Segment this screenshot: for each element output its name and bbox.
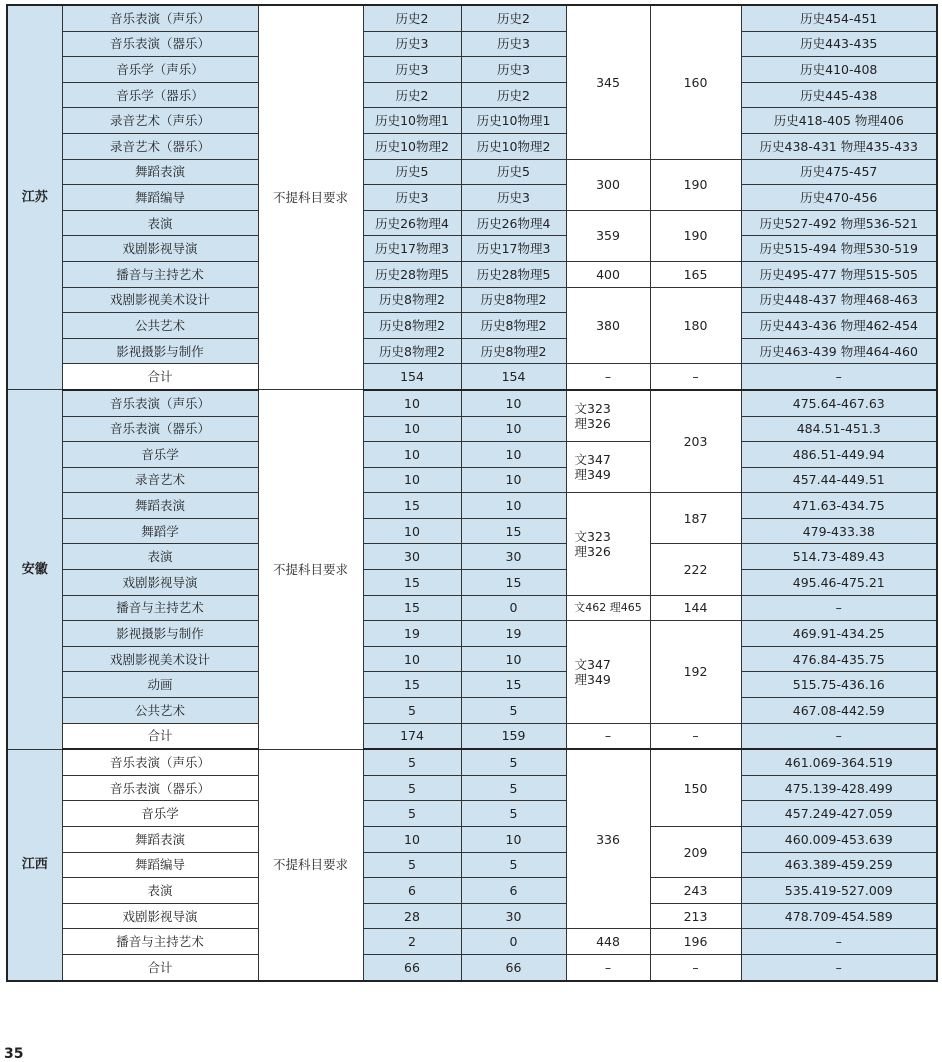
total-row [7,954,937,980]
major-cell: 影视摄影与制作 [62,621,258,647]
major-cell: 合计 [62,723,258,749]
plan-cell: 6 [363,878,461,904]
major-line-cell: 190 [650,210,741,261]
admitted-cell: 历史5 [461,159,566,185]
admitted-cell: 历史3 [461,57,566,83]
major-cell: 播音与主持艺术 [62,929,258,955]
score-range-cell: 历史470-456 [741,185,937,211]
table-row [7,31,937,57]
admitted-cell: 30 [461,903,566,929]
admitted-cell: 10 [461,646,566,672]
plan-cell: 5 [363,775,461,801]
score-range-cell: 历史527-492 物理536-521 [741,210,937,236]
score-range-cell: 历史475-457 [741,159,937,185]
admitted-cell: 历史8物理2 [461,313,566,339]
score-range-cell: 476.84-435.75 [741,646,937,672]
score-range-cell: 471.63-434.75 [741,493,937,519]
plan-cell: 28 [363,903,461,929]
culture-line-cell: 336 [566,749,650,929]
score-range-cell: 历史515-494 物理530-519 [741,236,937,262]
major-cell: 音乐表演（声乐） [62,390,258,416]
major-cell: 音乐表演（器乐） [62,775,258,801]
plan-cell: 历史17物理3 [363,236,461,262]
culture-line-cell: 文462 理465 [566,595,650,621]
table-row [7,672,937,698]
plan-cell: 154 [363,364,461,390]
admitted-cell: 15 [461,672,566,698]
score-range-cell: 467.08-442.59 [741,698,937,724]
table-row [7,493,937,519]
plan-cell: 历史10物理2 [363,133,461,159]
admitted-cell: 历史10物理1 [461,108,566,134]
table-row [7,570,937,596]
plan-cell: 30 [363,544,461,570]
total-row [7,364,937,390]
table-row [7,749,937,775]
table-row [7,621,937,647]
admission-table [6,4,938,982]
table-row [7,416,937,442]
table-row [7,544,937,570]
admitted-cell: 5 [461,749,566,775]
province-cell: 安徽 [7,390,62,749]
admitted-cell: 0 [461,929,566,955]
table-row [7,801,937,827]
subject-requirement-cell: 不提科目要求 [258,5,363,390]
major-cell: 戏剧影视美术设计 [62,287,258,313]
table-row [7,159,937,185]
province-cell: 江苏 [7,5,62,390]
admitted-cell: 10 [461,493,566,519]
score-range-cell: 历史448-437 物理468-463 [741,287,937,313]
table-row [7,775,937,801]
major-line-cell: 180 [650,287,741,364]
admitted-cell: 历史28物理5 [461,261,566,287]
plan-cell: 历史8物理2 [363,287,461,313]
table-row [7,595,937,621]
culture-line-cell: 300 [566,159,650,210]
major-cell: 公共艺术 [62,698,258,724]
score-range-cell: – [741,954,937,980]
plan-cell: 5 [363,749,461,775]
plan-cell: 历史2 [363,5,461,31]
major-cell: 音乐学 [62,442,258,468]
score-range-cell: – [741,929,937,955]
major-cell: 音乐表演（器乐） [62,416,258,442]
score-range-cell: 475.139-428.499 [741,775,937,801]
score-range-cell: 历史418-405 物理406 [741,108,937,134]
subject-requirement-cell: 不提科目要求 [258,390,363,749]
table-row [7,518,937,544]
major-cell: 音乐表演（器乐） [62,31,258,57]
plan-cell: 10 [363,646,461,672]
major-cell: 戏剧影视导演 [62,236,258,262]
admitted-cell: 历史26物理4 [461,210,566,236]
plan-cell: 历史3 [363,57,461,83]
plan-cell: 历史2 [363,82,461,108]
table-row [7,57,937,83]
major-cell: 播音与主持艺术 [62,261,258,287]
score-range-cell: 历史438-431 物理435-433 [741,133,937,159]
major-cell: 合计 [62,954,258,980]
admitted-cell: 5 [461,775,566,801]
table-row [7,82,937,108]
major-line-cell: 165 [650,261,741,287]
admitted-cell: 10 [461,442,566,468]
table-row [7,929,937,955]
score-range-cell: 460.009-453.639 [741,827,937,853]
plan-cell: 历史26物理4 [363,210,461,236]
admitted-cell: 154 [461,364,566,390]
major-cell: 舞蹈表演 [62,159,258,185]
admitted-cell: 历史10物理2 [461,133,566,159]
table-row [7,442,937,468]
admitted-cell: 5 [461,801,566,827]
score-range-cell: 历史443-435 [741,31,937,57]
culture-line-cell: – [566,364,650,390]
admitted-cell: 历史3 [461,185,566,211]
page-number: 35 [4,1046,24,1062]
score-range-cell: 457.249-427.059 [741,801,937,827]
major-cell: 戏剧影视导演 [62,570,258,596]
major-line-cell: – [650,364,741,390]
table-row [7,852,937,878]
score-range-cell: 历史445-438 [741,82,937,108]
major-cell: 舞蹈编导 [62,185,258,211]
admitted-cell: 历史2 [461,82,566,108]
score-range-cell: 475.64-467.63 [741,390,937,416]
score-range-cell: – [741,364,937,390]
culture-line-cell: – [566,723,650,749]
major-line-cell: 243 [650,878,741,904]
plan-cell: 历史10物理1 [363,108,461,134]
culture-line-cell: 文347 理349 [566,621,650,723]
admitted-cell: 10 [461,416,566,442]
culture-line-cell: 448 [566,929,650,955]
table-row [7,133,937,159]
plan-cell: 15 [363,672,461,698]
major-line-cell: 222 [650,544,741,595]
major-cell: 表演 [62,544,258,570]
major-line-cell: 144 [650,595,741,621]
plan-cell: 19 [363,621,461,647]
plan-cell: 10 [363,390,461,416]
major-cell: 合计 [62,364,258,390]
plan-cell: 历史3 [363,31,461,57]
admitted-cell: 10 [461,467,566,493]
plan-cell: 2 [363,929,461,955]
major-line-cell: 192 [650,621,741,723]
plan-cell: 5 [363,801,461,827]
table-row [7,903,937,929]
plan-cell: 10 [363,467,461,493]
major-line-cell: 196 [650,929,741,955]
plan-cell: 5 [363,852,461,878]
plan-cell: 历史8物理2 [363,313,461,339]
major-cell: 公共艺术 [62,313,258,339]
admitted-cell: 历史2 [461,5,566,31]
plan-cell: 174 [363,723,461,749]
plan-cell: 10 [363,442,461,468]
major-cell: 音乐学（器乐） [62,82,258,108]
major-line-cell: – [650,723,741,749]
table-row [7,108,937,134]
table-row [7,287,937,313]
major-line-cell: 150 [650,749,741,826]
admitted-cell: 历史3 [461,31,566,57]
score-range-cell: 历史454-451 [741,5,937,31]
major-cell: 音乐学（声乐） [62,57,258,83]
major-cell: 录音艺术（器乐） [62,133,258,159]
major-cell: 舞蹈学 [62,518,258,544]
major-line-cell: 190 [650,159,741,210]
table-row [7,236,937,262]
table-row [7,5,937,31]
admitted-cell: 30 [461,544,566,570]
subject-requirement-cell: 不提科目要求 [258,749,363,980]
score-range-cell: – [741,595,937,621]
culture-line-cell: 400 [566,261,650,287]
major-cell: 播音与主持艺术 [62,595,258,621]
score-range-cell: 484.51-451.3 [741,416,937,442]
major-line-cell: 203 [650,390,741,493]
admitted-cell: 159 [461,723,566,749]
score-range-cell: 461.069-364.519 [741,749,937,775]
plan-cell: 10 [363,518,461,544]
admitted-cell: 10 [461,827,566,853]
admitted-cell: 66 [461,954,566,980]
admitted-cell: 历史17物理3 [461,236,566,262]
major-cell: 戏剧影视美术设计 [62,646,258,672]
table-row [7,698,937,724]
table-row [7,467,937,493]
score-range-cell: 历史495-477 物理515-505 [741,261,937,287]
major-cell: 舞蹈表演 [62,827,258,853]
table-row [7,646,937,672]
major-cell: 影视摄影与制作 [62,338,258,364]
plan-cell: 历史5 [363,159,461,185]
major-line-cell: 160 [650,5,741,159]
table-row [7,827,937,853]
table-row [7,313,937,339]
score-range-cell: 514.73-489.43 [741,544,937,570]
score-range-cell: 469.91-434.25 [741,621,937,647]
plan-cell: 历史8物理2 [363,338,461,364]
major-line-cell: 209 [650,827,741,878]
admitted-cell: 5 [461,698,566,724]
admitted-cell: 15 [461,518,566,544]
score-range-cell: 历史443-436 物理462-454 [741,313,937,339]
plan-cell: 66 [363,954,461,980]
score-range-cell: 478.709-454.589 [741,903,937,929]
major-cell: 录音艺术（声乐） [62,108,258,134]
table-row [7,878,937,904]
major-cell: 戏剧影视导演 [62,903,258,929]
admitted-cell: 5 [461,852,566,878]
plan-cell: 历史3 [363,185,461,211]
score-range-cell: 515.75-436.16 [741,672,937,698]
admitted-cell: 历史8物理2 [461,338,566,364]
admitted-cell: 10 [461,390,566,416]
province-cell: 江西 [7,749,62,980]
culture-line-cell: – [566,954,650,980]
major-line-cell: 213 [650,903,741,929]
culture-line-cell: 380 [566,287,650,364]
score-range-cell: 479-433.38 [741,518,937,544]
major-cell: 动画 [62,672,258,698]
major-line-cell: – [650,954,741,980]
table-row [7,338,937,364]
score-range-cell: 486.51-449.94 [741,442,937,468]
plan-cell: 15 [363,595,461,621]
major-cell: 表演 [62,878,258,904]
plan-cell: 10 [363,827,461,853]
score-range-cell: 457.44-449.51 [741,467,937,493]
admitted-cell: 15 [461,570,566,596]
score-range-cell: 历史410-408 [741,57,937,83]
score-range-cell: 535.419-527.009 [741,878,937,904]
major-cell: 音乐表演（声乐） [62,749,258,775]
plan-cell: 5 [363,698,461,724]
plan-cell: 10 [363,416,461,442]
major-line-cell: 187 [650,493,741,544]
culture-line-cell: 文323 理326 [566,390,650,442]
plan-cell: 历史28物理5 [363,261,461,287]
plan-cell: 15 [363,493,461,519]
table-row [7,210,937,236]
major-cell: 舞蹈编导 [62,852,258,878]
score-range-cell: – [741,723,937,749]
culture-line-cell: 文347 理349 [566,442,650,493]
admitted-cell: 0 [461,595,566,621]
table-row [7,390,937,416]
admitted-cell: 19 [461,621,566,647]
major-cell: 舞蹈表演 [62,493,258,519]
score-range-cell: 历史463-439 物理464-460 [741,338,937,364]
major-cell: 音乐学 [62,801,258,827]
culture-line-cell: 文323 理326 [566,493,650,595]
culture-line-cell: 345 [566,5,650,159]
major-cell: 表演 [62,210,258,236]
score-range-cell: 495.46-475.21 [741,570,937,596]
admitted-cell: 历史8物理2 [461,287,566,313]
table-row [7,185,937,211]
culture-line-cell: 359 [566,210,650,261]
plan-cell: 15 [363,570,461,596]
total-row [7,723,937,749]
major-cell: 录音艺术 [62,467,258,493]
score-range-cell: 463.389-459.259 [741,852,937,878]
admitted-cell: 6 [461,878,566,904]
major-cell: 音乐表演（声乐） [62,5,258,31]
table-row [7,261,937,287]
